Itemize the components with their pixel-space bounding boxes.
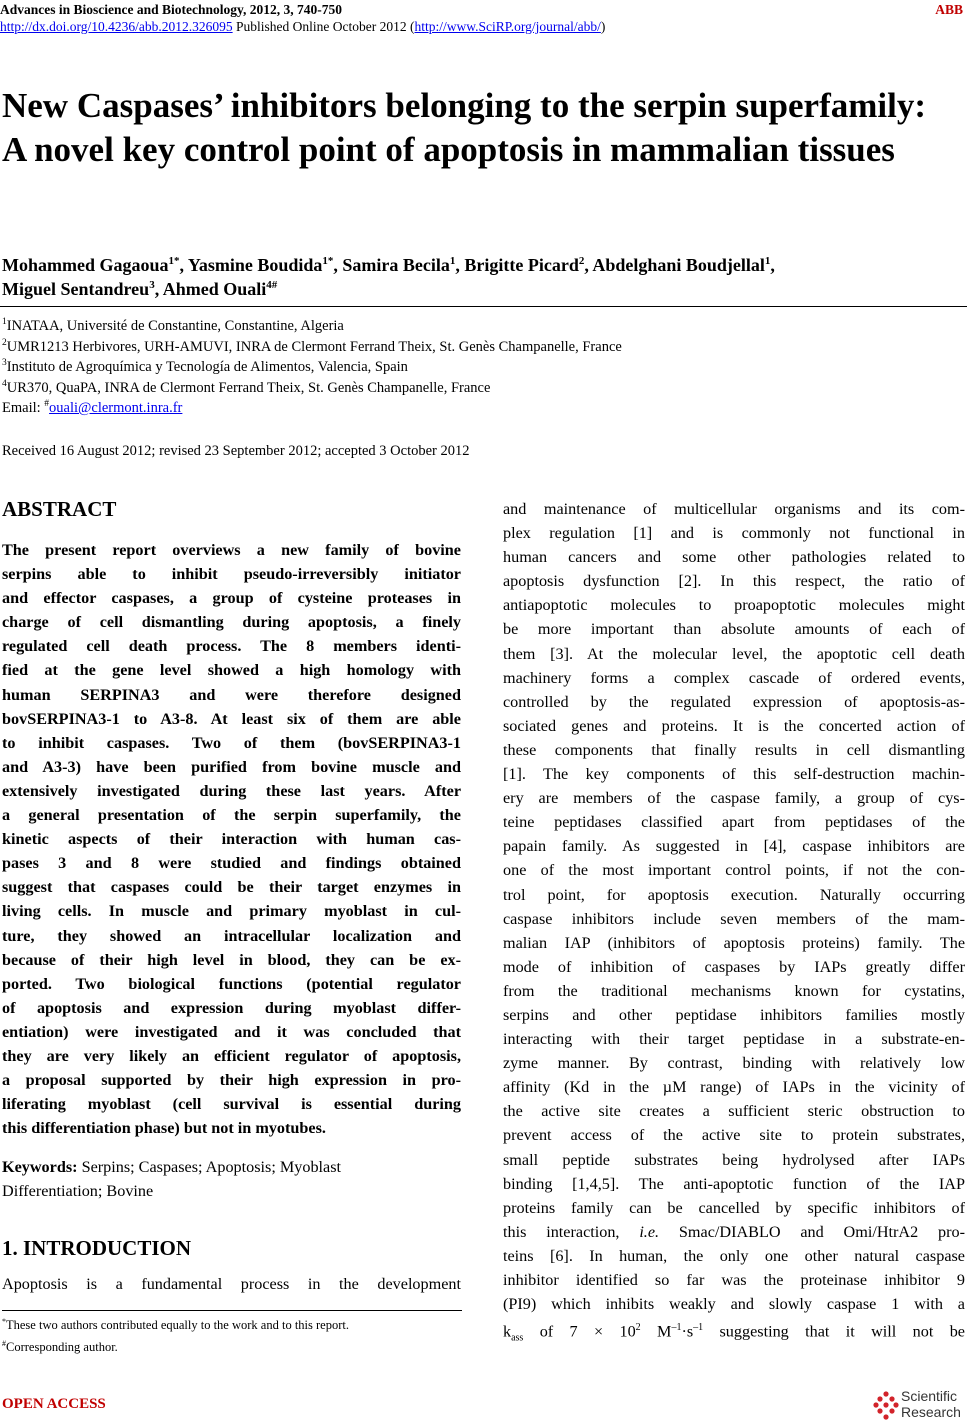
text-line: [1]. The key components of this self-destruction machin- (503, 765, 965, 784)
logo-text (901, 1388, 961, 1420)
text-line: malian IAP (inhibitors of apoptosis proteins) family. The (503, 933, 965, 952)
text-line: these components that finally results in cell dismantling (503, 740, 965, 759)
text-line: fied at the gene level showed a high homology with (2, 661, 461, 680)
affiliation-text: UMR1213 Herbivores, URH-AMUVI, INRA de Clermont Ferrand Theix, St. Genès Champanelle, France (6, 338, 622, 355)
author-affil-mark: 1 (764, 255, 771, 267)
author-name: Samira Becila (342, 255, 450, 275)
keywords-text-cont: Differentiation; Bovine (2, 1182, 154, 1201)
unit-m-exponent: –1 (671, 1322, 682, 1334)
text-line: prevent access of the active site to protein substrates, (503, 1126, 965, 1145)
author-separator: , (770, 255, 775, 275)
footnote-text: These two authors contributed equally to the work and to this report. (6, 1318, 349, 1332)
abstract-heading: ABSTRACT (2, 497, 117, 521)
journal-abbreviation: ABB (935, 2, 963, 17)
text-line: the active site creates a sufficient steric obstruction to (503, 1102, 965, 1121)
logo-line: Scientific (901, 1388, 958, 1404)
author-list (2, 253, 962, 301)
text-line: affinity (Kd in the µM range) of IAPs in the vicinity of (503, 1078, 965, 1097)
text-line: one of the most important control points, if not the con- (503, 861, 965, 880)
text-line: teine peptidases classified apart from peptidases of the (503, 813, 965, 832)
text-line: because of their high level in blood, they can be ex- (2, 950, 461, 969)
email-line (2, 398, 622, 419)
text-line: to inhibit caspases. Two of them (bovSERPINA3-1 (2, 733, 461, 752)
affiliation-number: 3 (2, 358, 7, 369)
text-line: bovSERPINA3-1 to A3-8. At least six of them are able (2, 709, 461, 728)
affiliation-number: 2 (2, 337, 7, 348)
text-line: papain family. As suggested in [4], caspase inhibitors are (503, 837, 965, 856)
published-text: Published Online October 2012 ( (232, 19, 415, 34)
text-line: The present report overviews a new family of bovine (2, 541, 461, 559)
affiliation-number: 4 (2, 378, 7, 389)
scientific-research-logo-icon (873, 1391, 899, 1421)
text-line: serpins able to inhibit pseudo-irreversibly initiator (2, 565, 461, 584)
journal-citation: Advances in Bioscience and Biotechnology, 2012, 3, 740-750 (0, 2, 343, 17)
rate-exponent: 2 (635, 1322, 641, 1334)
text-line: proteins family can be cancelled by specific inhibitors of (503, 1198, 965, 1217)
text-line: and maintenance of multicellular organisms and its com- (503, 500, 965, 518)
text-line: mode of inhibition of caspases by IAPs greatly differ (503, 957, 965, 976)
email-link[interactable]: ouali@clermont.inra.fr (49, 400, 183, 416)
text-line: binding [1,4,5]. The anti-apoptotic function of the IAP (503, 1174, 965, 1193)
unit-s-exponent: –1 (693, 1322, 704, 1334)
footnote-text: Corresponding author. (6, 1340, 118, 1354)
text-line: ture, they showed an intracellular localization and (2, 926, 461, 945)
close-paren: ) (600, 19, 606, 34)
unit-s: ·s (681, 1322, 694, 1341)
text-line: interacting with their target peptidase in a substrate-en- (503, 1030, 965, 1049)
text-line: extensively investigated during these last years. After (2, 781, 461, 800)
text-line: a proposal supported by their high expression in pro- (2, 1071, 461, 1090)
text-segment: this interaction, (503, 1222, 640, 1241)
keywords (2, 1155, 461, 1203)
right-lines-block (503, 1244, 965, 1316)
text-line: human cancers and some other pathologies related to (503, 548, 965, 567)
author-name: Abdelghani Boudjellal (592, 255, 765, 275)
text-line: apoptosis dysfunction [2]. In this respect, the ratio of (503, 572, 965, 591)
author-name: Brigitte Picard (464, 255, 579, 275)
email-label: Email: (2, 400, 45, 416)
author-separator: , (179, 255, 188, 275)
text-line: and A3-3) have been purified from bovine muscle and (2, 757, 461, 776)
text-line: (PI9) which inhibits weakly and slowly caspase 1 with a (503, 1295, 965, 1314)
doi-line (0, 19, 605, 35)
keywords-text: Serpins; Caspases; Apoptosis; Myoblast (77, 1158, 342, 1176)
text-line: from the traditional mechanisms known for cystatins, (503, 981, 965, 1000)
text-line: suggest that caspases could be their target enzymes in (2, 878, 461, 897)
text-segment: Smac/DIABLO and Omi/HtrA2 pro- (659, 1222, 965, 1241)
text-line: be more important than absolute amounts of each of (503, 620, 965, 639)
text-line: this differentiation phase) but not in myotubes. (2, 1119, 326, 1138)
k-symbol: k (503, 1322, 512, 1341)
body-text-right-column (503, 497, 965, 1351)
text-line: them [3]. At the molecular level, the apoptotic cell death (503, 644, 965, 663)
affiliation (2, 337, 622, 358)
author-separator: , (154, 279, 163, 299)
text-line: plex regulation [1] and is commonly not functional in (503, 524, 965, 543)
text-line: kinetic aspects of their interaction with human cas- (2, 830, 461, 849)
logo-line: Research (901, 1404, 961, 1420)
author-name: Yasmine Boudida (187, 255, 323, 275)
text-line: charge of cell dismantling during apoptosis, a finely (2, 613, 461, 632)
k-subscript: ass (511, 1332, 524, 1344)
received-dates: Received 16 August 2012; revised 23 September 2012; accepted 3 October 2012 (2, 443, 470, 459)
text-line: living cells. In muscle and primary myoblast in cul- (2, 902, 461, 921)
text-line (503, 1220, 965, 1244)
unit-m: M (640, 1322, 672, 1341)
text-line: human SERPINA3 and were therefore designed (2, 685, 461, 704)
author-name: Mohammed Gagaoua (2, 255, 169, 275)
footnote-divider (2, 1310, 462, 1311)
author-name: Miguel Sentandreu (2, 279, 150, 299)
affiliations (2, 316, 622, 419)
introduction-heading: 1. INTRODUCTION (2, 1236, 192, 1260)
text-line: controlled by the regulated expression of apoptosis-as- (503, 692, 965, 711)
text-line: pases 3 and 8 were studied and findings obtained (2, 854, 461, 873)
author-divider (0, 306, 967, 307)
text-line-rate-constant (503, 1316, 965, 1351)
author-affil-mark: 1 (449, 255, 456, 267)
doi-link[interactable]: http://dx.doi.org/10.4236/abb.2012.326095 (0, 19, 233, 34)
author-separator: , (333, 255, 343, 275)
affiliation-text: Instituto de Agroquímica y Tecnología de Alimentos, Valencia, Spain (6, 359, 408, 375)
abstract-body (2, 538, 461, 1140)
author-affil-mark: 3 (149, 279, 155, 291)
text-line: teins [6]. In human, the only one other natural caspase (503, 1246, 965, 1265)
text-line: they are very likely an efficient regulator of apoptosis, (2, 1046, 461, 1065)
author-affil-mark: 1* (322, 255, 334, 267)
text-line: zyme manner. By contrast, binding with relatively low (503, 1054, 965, 1073)
text-line: antiapoptotic molecules to proapoptotic molecules might (503, 596, 965, 615)
text-line: trol point, for apoptosis execution. Naturally occurring (503, 885, 965, 904)
author-affil-mark: 4# (266, 279, 278, 291)
text-line: a general presentation of the serpin superfamily, the (2, 806, 461, 825)
text-line: regulated cell death process. The 8 members identi- (2, 637, 461, 656)
footnote-mark: # (2, 1338, 6, 1348)
affiliation (2, 378, 622, 399)
italic-ie: i.e. (639, 1222, 660, 1241)
author-affil-mark: 2 (578, 255, 585, 267)
text-line: ported. Two biological functions (potential regulator (2, 974, 461, 993)
text-line: entiation) were investigated and it was concluded that (2, 1022, 461, 1041)
text-line: sociated genes and proteins. It is the concerted action of (503, 716, 965, 735)
footnote (2, 1314, 349, 1336)
affiliation (2, 357, 622, 378)
affiliation-text: UR370, QuaPA, INRA de Clermont Ferrand Theix, St. Genès Champanelle, France (6, 379, 491, 396)
author-separator: , (584, 255, 593, 275)
author-affil-mark: 1* (168, 255, 180, 267)
author-name: Ahmed Ouali (162, 279, 267, 299)
author-separator: , (455, 255, 465, 275)
text-line: ery are members of the caspase family, a group of cys- (503, 789, 965, 808)
text-segment: suggesting that it will not be (703, 1322, 965, 1341)
paper-title: New Caspases’ inhibitors belonging to the serpin superfamily: A novel key control point of apoptosis in mammalian tissues (2, 86, 926, 169)
text-line: and effector caspases, a group of cysteine proteases in (2, 589, 461, 608)
affiliation-text: INATAA, Université de Constantine, Constantine, Algeria (6, 318, 344, 334)
footnote (2, 1336, 349, 1358)
footnote-mark: * (2, 1316, 6, 1326)
scientific-research-logo (873, 1388, 965, 1422)
text-line: Apoptosis is a fundamental process in the development (2, 1275, 461, 1293)
open-access-label: OPEN ACCESS (2, 1396, 106, 1412)
text-line: machinery forms a complex cascade of ordered events, (503, 668, 965, 687)
text-line: caspase inhibitors include seven members of the mam- (503, 909, 965, 928)
introduction-first-line (2, 1272, 461, 1296)
right-lines-block (503, 497, 965, 1220)
text-line: liferating myoblast (cell survival is essential during (2, 1095, 461, 1114)
text-line: small peptide substrates being hydrolysed after IAPs (503, 1150, 965, 1169)
affiliation (2, 316, 622, 337)
text-line: inhibitor identified so far was the proteinase inhibitor 9 (503, 1271, 965, 1289)
rate-value: of 7 × 10 (523, 1322, 636, 1341)
journal-link[interactable]: http://www.SciRP.org/journal/abb/ (414, 19, 601, 34)
affiliation-number: 1 (2, 317, 7, 328)
text-line: of apoptosis and expression during myoblast differ- (2, 998, 461, 1017)
footnotes (2, 1314, 349, 1358)
text-line: serpins and other peptidase inhibitors families mostly (503, 1005, 965, 1024)
keywords-label: Keywords: (2, 1158, 78, 1176)
email-mark: # (44, 399, 50, 410)
